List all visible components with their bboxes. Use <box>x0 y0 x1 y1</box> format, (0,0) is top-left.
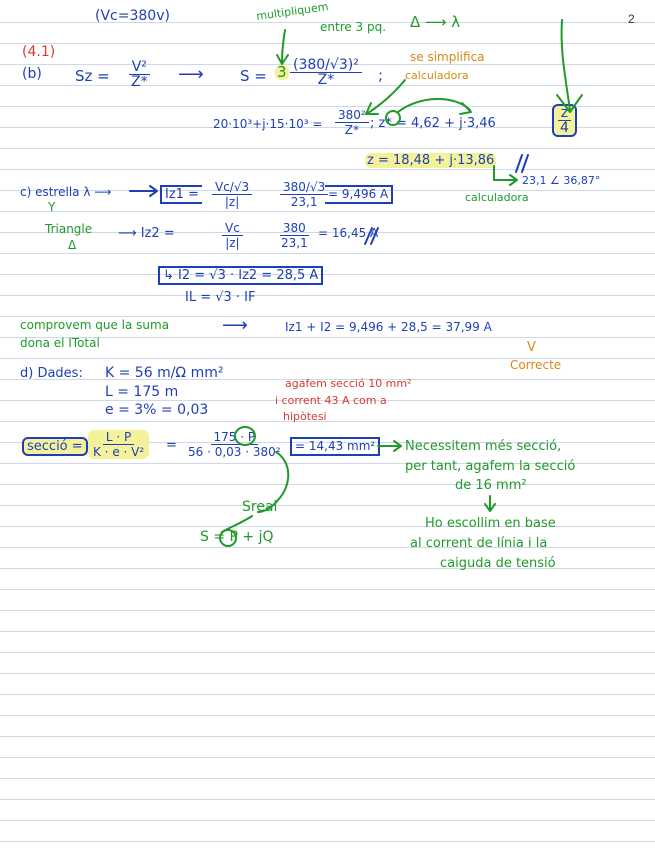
iz1-lhs: Iz1 = <box>160 185 202 204</box>
hipotesi-note: hipòtesi <box>283 410 327 423</box>
sz-lhs: Sz = <box>75 67 110 85</box>
correcte-note: Correcte <box>510 358 562 372</box>
calculadora-note-2: calculadora <box>465 191 529 204</box>
il-equation: IL = √3 · IF <box>185 290 256 305</box>
agafem-note: agafem secció 10 mm² <box>285 377 412 390</box>
eq2-num: 380² <box>335 108 369 123</box>
corrent-note: i corrent 43 A com a <box>275 394 387 407</box>
escollim-line3: caiguda de tensió <box>440 556 556 571</box>
s-lhs: S = <box>240 67 267 85</box>
delta-lambda-note: Δ ⟶ λ <box>410 13 461 31</box>
iz1-result: = 9,496 A <box>325 185 393 204</box>
eq2-lhs: 20·10³+j·15·10³ = <box>213 117 323 131</box>
z-over-4-den: 4 <box>560 120 569 136</box>
sz-num: V² <box>129 60 150 75</box>
multiplicar-note: multipliquem <box>255 0 330 23</box>
s-pq-equation: S = P + jQ <box>200 529 274 545</box>
iz2-lhs: ⟶ Iz2 = <box>118 226 175 241</box>
triangle-sym: Δ <box>68 238 77 252</box>
seccio-fraction <box>88 430 149 459</box>
eq2-rest: ; z* = 4,62 + j·3,46 <box>370 116 496 131</box>
sz-den: Z* <box>131 74 148 90</box>
estrella-label: c) estrella λ ⟶ <box>20 185 112 199</box>
iz1-den: |z| <box>224 195 240 209</box>
sz-fraction <box>128 60 151 89</box>
necessitem-line3: de 16 mm² <box>455 478 527 493</box>
s-num: (380/√3)² <box>290 58 362 73</box>
necessitem-line1: Necessitem més secció, <box>405 439 562 454</box>
iz2-num2: 380 <box>280 221 309 236</box>
polar-result: 23,1 ∠ 36,87° <box>522 174 601 187</box>
iz2-result: = 16,45 A <box>318 226 379 240</box>
double-slash-1 <box>516 155 528 172</box>
z-result: z = 18,48 + j·13,86 <box>367 153 495 168</box>
iz1-fraction-1 <box>212 180 252 209</box>
calc-num: 175 · P <box>211 430 259 445</box>
z-over-4-num: z <box>558 106 571 121</box>
escollim-line2: al corrent de línia i la <box>410 536 548 551</box>
polar-hook <box>494 166 516 180</box>
i2-equation: ↳ I2 = √3 · Iz2 = 28,5 A <box>158 266 323 285</box>
comprovem-equation: Iz1 + I2 = 9,496 + 28,5 = 37,99 A <box>285 320 492 334</box>
se-simplifica-note: se simplifica <box>410 50 485 64</box>
seccio-num: L · P <box>103 430 134 445</box>
iz2-fraction-1 <box>222 221 243 250</box>
comprovem-line2: dona el ITotal <box>20 336 100 350</box>
section-label: (4.1) <box>22 44 56 60</box>
s-den: Z* <box>317 72 335 88</box>
iz1-den2: 23,1 <box>290 195 318 209</box>
necessitem-line2: per tant, agafem la secció <box>405 459 576 474</box>
arrow-comprovem: ⟶ <box>222 315 248 336</box>
calc-den: 56 · 0,03 · 380² <box>188 445 281 459</box>
calc-result: = 14,43 mm² <box>290 437 380 456</box>
dades-l: L = 175 m <box>105 384 179 400</box>
iz1-num2: 380/√3 <box>280 180 328 195</box>
eq2-den: Z* <box>344 123 359 137</box>
s-factor: 3 <box>277 63 287 81</box>
calculadora-note: calculadora <box>405 69 469 82</box>
down-arrow-right <box>562 20 570 110</box>
semicolon: ; <box>378 66 384 84</box>
comprovem-line1: comprovem que la suma <box>20 318 170 332</box>
eq2-fraction <box>335 108 369 137</box>
equals-sign: = <box>166 438 177 453</box>
dades-k: K = 56 m/Ω mm² <box>105 365 224 381</box>
calc-fraction <box>185 430 284 459</box>
arrow-1: ⟶ <box>178 64 204 85</box>
entre-note: entre 3 pq. <box>320 20 387 34</box>
dades-e: e = 3% = 0,03 <box>105 402 209 418</box>
zstar-arrow <box>398 99 470 112</box>
dades-label: d) Dades: <box>20 366 83 381</box>
page-number: 2 <box>628 12 635 26</box>
calculadora-arrow <box>368 80 405 113</box>
iz2-fraction-2 <box>278 221 311 250</box>
iz1-fraction-2 <box>280 180 328 209</box>
iz1-num: Vc/√3 <box>212 180 252 195</box>
estrella-y: Y <box>48 200 56 214</box>
vc-note: (Vc=380v) <box>95 8 170 24</box>
triangle-label: Triangle <box>45 222 93 236</box>
z-over-4-box <box>552 104 577 137</box>
sreal-label: Sreal <box>242 499 278 515</box>
escollim-line1: Ho escollim en base <box>425 516 556 531</box>
b-label: (b) <box>22 66 42 82</box>
iz2-num: Vc <box>222 221 243 236</box>
seccio-den: K · e · V² <box>93 445 145 459</box>
multiplicar-arrow <box>282 30 285 62</box>
s-fraction <box>290 58 362 87</box>
iz2-den2: 23,1 <box>281 236 308 250</box>
correcte-check: V <box>527 340 536 355</box>
seccio-lhs: secció = <box>22 437 88 456</box>
iz2-den: |z| <box>225 236 240 250</box>
